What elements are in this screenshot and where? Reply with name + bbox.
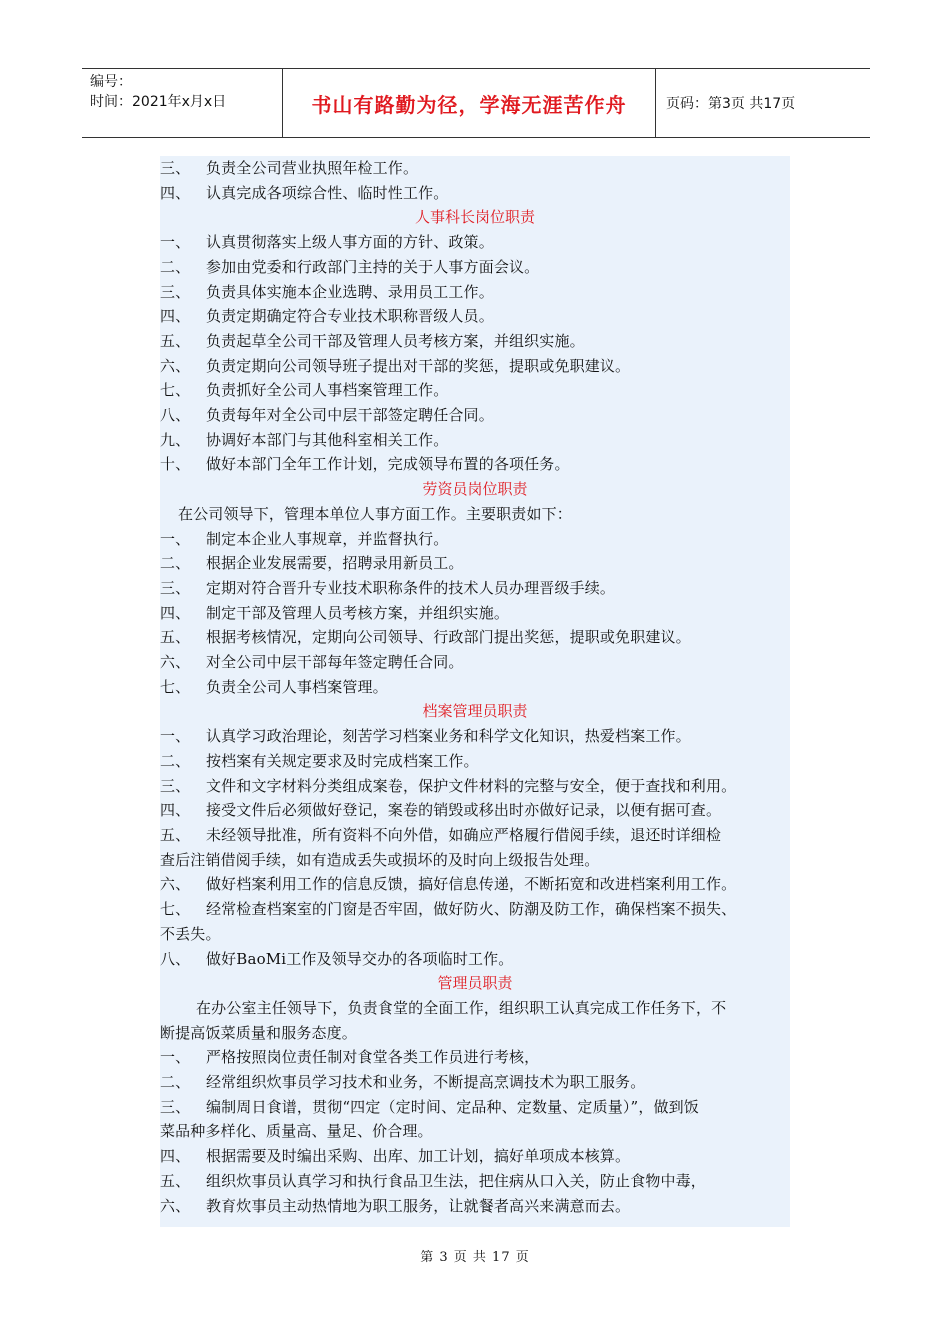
document-body <box>160 156 790 1227</box>
list-item: 三、 文件和文字材料分类组成案卷，保护文件材料的完整与安全，便于查找和利用。 <box>160 776 737 795</box>
list-item: 七、 经常检查档案室的门窗是否牢固，做好防火、防潮及防工作，确保档案不损失、 <box>160 900 737 919</box>
list-item: 八、 负责每年对全公司中层干部签定聘任合同。 <box>160 406 494 425</box>
list-item: 一、 认真贯彻落实上级人事方面的方针、政策。 <box>160 233 494 252</box>
header-page-info: 页码：第3页 共17页 <box>666 96 796 112</box>
list-item-continuation: 菜品种多样化、质量高、量足、价合理。 <box>160 1122 433 1141</box>
list-item: 四、 接受文件后必须做好登记，案卷的销毁或移出时亦做好记录，以便有据可查。 <box>160 801 722 820</box>
list-item: 二、 按档案有关规定要求及时完成档案工作。 <box>160 751 479 770</box>
section-title: 人事科长岗位职责 <box>414 208 535 227</box>
list-item-continuation: 查后注销借阅手续，如有造成丢失或损坏的及时向上级报告处理。 <box>160 850 600 869</box>
list-item: 一、 认真学习政治理论，刻苦学习档案业务和科学文化知识，热爱档案工作。 <box>160 727 691 746</box>
list-item: 六、 负责定期向公司领导班子提出对干部的奖惩，提职或免职建议。 <box>160 356 631 375</box>
section-title: 档案管理员职责 <box>422 702 528 721</box>
date-label: 时间：2021年x月x日 <box>90 94 227 110</box>
list-item: 四、 认真完成各项综合性、临时性工作。 <box>160 183 449 202</box>
list-item: 八、 做好BaoMi工作及领导交办的各项临时工作。 <box>160 949 514 968</box>
section-intro: 在办公室主任领导下，负责食堂的全面工作，组织职工认真完成工作任务下，不 <box>196 998 727 1017</box>
list-item-continuation: 不丢失。 <box>160 924 221 943</box>
page-footer: 第 3 页 共 17 页 <box>420 1250 530 1265</box>
list-item: 二、 参加由党委和行政部门主持的关于人事方面会议。 <box>160 257 540 276</box>
list-item: 三、 编制周日食谱，贯彻“四定（定时间、定品种、定数量、定质量）”，做到饭 <box>160 1097 699 1116</box>
list-item: 四、 根据需要及时编出采购、出库、加工计划，搞好单项成本核算。 <box>160 1147 631 1166</box>
list-item: 十、 做好本部门全年工作计划，完成领导布置的各项任务。 <box>160 455 570 474</box>
list-item: 六、 做好档案利用工作的信息反馈，搞好信息传递，不断拓宽和改进档案利用工作。 <box>160 875 737 894</box>
section-intro: 在公司领导下，管理本单位人事方面工作。主要职责如下： <box>178 504 572 523</box>
list-item: 六、 教育炊事员主动热情地为职工服务，让就餐者高兴来满意而去。 <box>160 1196 631 1215</box>
list-item: 一、 制定本企业人事规章，并监督执行。 <box>160 529 449 548</box>
list-item: 二、 经常组织炊事员学习技术和业务，不断提高烹调技术为职工服务。 <box>160 1073 646 1092</box>
list-item: 一、 严格按照岗位责任制对食堂各类工作员进行考核， <box>160 1048 540 1067</box>
list-item: 三、 负责全公司营业执照年检工作。 <box>160 159 419 177</box>
header-motto: 书山有路勤为径，学海无涯苦作舟 <box>282 69 656 137</box>
list-item: 五、 根据考核情况，定期向公司领导、行政部门提出奖惩，提职或免职建议。 <box>160 628 691 647</box>
list-item: 七、 负责全公司人事档案管理。 <box>160 677 388 696</box>
section-title: 管理员职责 <box>437 974 513 993</box>
list-item: 二、 根据企业发展需要，招聘录用新员工。 <box>160 554 464 573</box>
list-item: 五、 负责起草全公司干部及管理人员考核方案，并组织实施。 <box>160 331 585 350</box>
header-meta <box>82 69 282 137</box>
list-item: 七、 负责抓好全公司人事档案管理工作。 <box>160 381 449 400</box>
list-item: 五、 未经领导批准，所有资料不向外借，如确应严格履行借阅手续，退还时详细检 <box>160 825 722 844</box>
list-item: 五、 组织炊事员认真学习和执行食品卫生法，把住病从口入关，防止食物中毒， <box>160 1171 706 1190</box>
document-header <box>82 68 870 138</box>
list-item: 九、 协调好本部门与其他科室相关工作。 <box>160 430 449 449</box>
section-intro-continuation: 断提高饭菜质量和服务态度。 <box>160 1023 357 1042</box>
list-item: 三、 定期对符合晋升专业技术职称条件的技术人员办理晋级手续。 <box>160 578 616 597</box>
number-label: 编号： <box>90 74 132 90</box>
list-item: 六、 对全公司中层干部每年签定聘任合同。 <box>160 653 464 672</box>
section-title: 劳资员岗位职责 <box>422 480 528 499</box>
list-item: 三、 负责具体实施本企业选聘、录用员工工作。 <box>160 282 494 301</box>
list-item: 四、 负责定期确定符合专业技术职称晋级人员。 <box>160 307 494 326</box>
list-item: 四、 制定干部及管理人员考核方案，并组织实施。 <box>160 603 510 622</box>
